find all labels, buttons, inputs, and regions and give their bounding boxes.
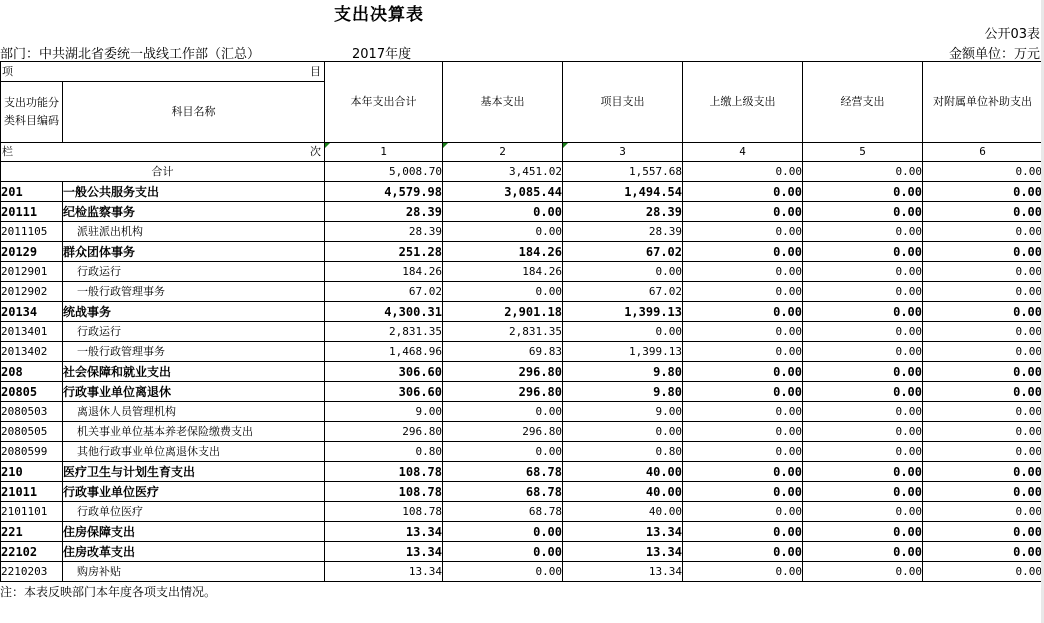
row-value-2: 69.83 [443, 342, 563, 362]
row-name: 离退休人员管理机构 [63, 402, 325, 422]
page-title: 支出决算表 [334, 5, 424, 25]
row-value-1: 28.39 [325, 222, 443, 242]
row-value-1: 251.28 [325, 242, 443, 262]
row-value-6: 0.00 [923, 402, 1043, 422]
table-row [1, 522, 1043, 542]
row-value-5: 0.00 [803, 302, 923, 322]
row-value-6: 0.00 [923, 242, 1043, 262]
row-name: 行政事业单位离退休 [63, 382, 325, 402]
row-name: 机关事业单位基本养老保险缴费支出 [63, 422, 325, 442]
row-value-6: 0.00 [923, 502, 1043, 522]
table-row [1, 262, 1043, 282]
header-xiang: 项 [2, 64, 13, 78]
row-value-1: 28.39 [325, 202, 443, 222]
row-value-3: 1,494.54 [563, 182, 683, 202]
table-row [1, 242, 1043, 262]
row-value-6: 0.00 [923, 322, 1043, 342]
row-value-1: 4,579.98 [325, 182, 443, 202]
header-lan: 栏 [2, 145, 13, 158]
row-code: 221 [1, 522, 63, 542]
row-value-2: 0.00 [443, 522, 563, 542]
row-name: 其他行政事业单位离退休支出 [63, 442, 325, 462]
table-row [1, 182, 1043, 202]
row-name: 群众团体事务 [63, 242, 325, 262]
green-marker [443, 143, 448, 148]
row-code: 21011 [1, 482, 63, 502]
row-value-1: 13.34 [325, 522, 443, 542]
row-value-4: 0.00 [683, 262, 803, 282]
total-label: 合计 [1, 162, 325, 182]
total-value-4: 0.00 [683, 162, 803, 182]
row-value-5: 0.00 [803, 322, 923, 342]
row-value-5: 0.00 [803, 382, 923, 402]
row-value-4: 0.00 [683, 422, 803, 442]
table-row [1, 402, 1043, 422]
row-code: 20111 [1, 202, 63, 222]
row-value-6: 0.00 [923, 442, 1043, 462]
header-code-label: 支出功能分类科目编码 [1, 82, 63, 143]
row-code: 2080503 [1, 402, 63, 422]
row-value-3: 40.00 [563, 462, 683, 482]
row-value-4: 0.00 [683, 362, 803, 382]
row-name: 统战事务 [63, 302, 325, 322]
footnote: 注：本表反映部门本年度各项支出情况。 [0, 585, 217, 599]
row-value-2: 0.00 [443, 442, 563, 462]
row-value-6: 0.00 [923, 202, 1043, 222]
col-number-5: 5 [803, 143, 923, 162]
row-code: 2013402 [1, 342, 63, 362]
col-number-2-text: 2 [499, 145, 506, 158]
row-value-6: 0.00 [923, 282, 1043, 302]
row-value-4: 0.00 [683, 182, 803, 202]
row-value-4: 0.00 [683, 382, 803, 402]
row-name: 一般行政管理事务 [63, 282, 325, 302]
row-value-5: 0.00 [803, 182, 923, 202]
row-value-5: 0.00 [803, 402, 923, 422]
row-name: 纪检监察事务 [63, 202, 325, 222]
header-col-subsidy: 对附属单位补助支出 [923, 62, 1043, 143]
row-name: 行政运行 [63, 262, 325, 282]
row-value-4: 0.00 [683, 542, 803, 562]
row-value-6: 0.00 [923, 562, 1043, 582]
total-value-3: 1,557.68 [563, 162, 683, 182]
row-value-2: 296.80 [443, 382, 563, 402]
row-value-4: 0.00 [683, 322, 803, 342]
row-name: 社会保障和就业支出 [63, 362, 325, 382]
row-value-6: 0.00 [923, 262, 1043, 282]
table-row [1, 362, 1043, 382]
row-value-5: 0.00 [803, 262, 923, 282]
row-value-4: 0.00 [683, 202, 803, 222]
row-value-3: 40.00 [563, 502, 683, 522]
table-row [1, 482, 1043, 502]
row-value-5: 0.00 [803, 502, 923, 522]
row-value-2: 0.00 [443, 222, 563, 242]
row-value-4: 0.00 [683, 462, 803, 482]
row-value-3: 13.34 [563, 542, 683, 562]
table-row [1, 422, 1043, 442]
header-col-upper: 上缴上级支出 [683, 62, 803, 143]
row-value-3: 9.80 [563, 382, 683, 402]
row-value-5: 0.00 [803, 222, 923, 242]
row-value-1: 13.34 [325, 542, 443, 562]
header-name-label: 科目名称 [63, 82, 325, 143]
row-value-2: 184.26 [443, 242, 563, 262]
row-value-2: 296.80 [443, 362, 563, 382]
row-value-6: 0.00 [923, 342, 1043, 362]
row-value-1: 4,300.31 [325, 302, 443, 322]
row-code: 20805 [1, 382, 63, 402]
row-value-6: 0.00 [923, 382, 1043, 402]
table-row [1, 282, 1043, 302]
green-marker [563, 143, 568, 148]
row-value-3: 0.00 [563, 262, 683, 282]
header-xiang-mu-cell [1, 62, 325, 82]
col-number-3-text: 3 [619, 145, 626, 158]
row-value-1: 108.78 [325, 482, 443, 502]
row-value-1: 184.26 [325, 262, 443, 282]
table-row [1, 542, 1043, 562]
row-value-3: 13.34 [563, 562, 683, 582]
total-value-5: 0.00 [803, 162, 923, 182]
department-label: 部门：中共湖北省委统一战线工作部（汇总） [0, 47, 261, 62]
row-value-1: 1,468.96 [325, 342, 443, 362]
row-value-1: 296.80 [325, 422, 443, 442]
row-value-6: 0.00 [923, 462, 1043, 482]
row-value-2: 184.26 [443, 262, 563, 282]
row-code: 2013401 [1, 322, 63, 342]
row-code: 208 [1, 362, 63, 382]
header-col-project: 项目支出 [563, 62, 683, 143]
row-code: 2210203 [1, 562, 63, 582]
form-id: 公开03表 [984, 27, 1040, 42]
total-row [1, 162, 1043, 182]
table-row [1, 302, 1043, 322]
row-value-3: 0.00 [563, 422, 683, 442]
row-code: 20129 [1, 242, 63, 262]
row-value-4: 0.00 [683, 482, 803, 502]
row-value-2: 0.00 [443, 542, 563, 562]
row-value-3: 0.80 [563, 442, 683, 462]
row-code: 2011105 [1, 222, 63, 242]
row-value-2: 68.78 [443, 462, 563, 482]
row-value-1: 306.60 [325, 382, 443, 402]
table-row [1, 462, 1043, 482]
row-value-5: 0.00 [803, 422, 923, 442]
row-value-2: 0.00 [443, 202, 563, 222]
row-value-4: 0.00 [683, 502, 803, 522]
row-code: 2080505 [1, 422, 63, 442]
row-value-5: 0.00 [803, 562, 923, 582]
row-value-3: 9.80 [563, 362, 683, 382]
row-value-5: 0.00 [803, 342, 923, 362]
green-marker [325, 143, 330, 148]
row-value-2: 0.00 [443, 562, 563, 582]
row-value-2: 68.78 [443, 502, 563, 522]
row-name: 一般公共服务支出 [63, 182, 325, 202]
table-row [1, 442, 1043, 462]
row-name: 行政单位医疗 [63, 502, 325, 522]
row-value-2: 296.80 [443, 422, 563, 442]
col-number-1-text: 1 [380, 145, 387, 158]
row-name: 行政事业单位医疗 [63, 482, 325, 502]
row-name: 住房保障支出 [63, 522, 325, 542]
row-code: 201 [1, 182, 63, 202]
row-value-1: 2,831.35 [325, 322, 443, 342]
unit-label: 金额单位：万元 [948, 47, 1040, 62]
row-name: 行政运行 [63, 322, 325, 342]
row-value-4: 0.00 [683, 302, 803, 322]
col-number-3 [563, 143, 683, 162]
row-value-5: 0.00 [803, 482, 923, 502]
row-value-4: 0.00 [683, 522, 803, 542]
row-code: 22102 [1, 542, 63, 562]
row-value-6: 0.00 [923, 422, 1043, 442]
row-value-1: 9.00 [325, 402, 443, 422]
row-name: 医疗卫生与计划生育支出 [63, 462, 325, 482]
row-value-1: 67.02 [325, 282, 443, 302]
row-value-5: 0.00 [803, 362, 923, 382]
table-row [1, 562, 1043, 582]
expenditure-table [0, 61, 1043, 582]
row-value-3: 9.00 [563, 402, 683, 422]
row-value-4: 0.00 [683, 402, 803, 422]
header-col-basic: 基本支出 [443, 62, 563, 143]
col-number-4: 4 [683, 143, 803, 162]
row-value-2: 2,901.18 [443, 302, 563, 322]
row-value-2: 0.00 [443, 402, 563, 422]
row-name: 派驻派出机构 [63, 222, 325, 242]
row-code: 20134 [1, 302, 63, 322]
col-number-1 [325, 143, 443, 162]
row-value-6: 0.00 [923, 222, 1043, 242]
header-col-total: 本年支出合计 [325, 62, 443, 143]
table-row [1, 322, 1043, 342]
row-code: 2012902 [1, 282, 63, 302]
table-row [1, 202, 1043, 222]
row-value-6: 0.00 [923, 302, 1043, 322]
row-value-3: 28.39 [563, 202, 683, 222]
row-value-4: 0.00 [683, 342, 803, 362]
row-name: 住房改革支出 [63, 542, 325, 562]
header-col-business: 经营支出 [803, 62, 923, 143]
header-row-numbers [1, 143, 1043, 162]
row-name: 一般行政管理事务 [63, 342, 325, 362]
row-value-3: 1,399.13 [563, 302, 683, 322]
row-value-3: 40.00 [563, 482, 683, 502]
row-value-4: 0.00 [683, 442, 803, 462]
row-value-1: 0.80 [325, 442, 443, 462]
row-value-6: 0.00 [923, 182, 1043, 202]
header-ci: 次 [310, 145, 321, 158]
row-name: 购房补贴 [63, 562, 325, 582]
row-value-5: 0.00 [803, 202, 923, 222]
row-value-2: 68.78 [443, 482, 563, 502]
row-code: 2012901 [1, 262, 63, 282]
row-value-6: 0.00 [923, 542, 1043, 562]
row-value-2: 0.00 [443, 282, 563, 302]
row-value-4: 0.00 [683, 242, 803, 262]
year-label: 2017年度 [352, 47, 412, 62]
total-value-2: 3,451.02 [443, 162, 563, 182]
row-value-4: 0.00 [683, 222, 803, 242]
row-value-3: 67.02 [563, 282, 683, 302]
table-row [1, 342, 1043, 362]
row-value-2: 2,831.35 [443, 322, 563, 342]
header-row-xiang [1, 62, 1043, 82]
row-value-1: 13.34 [325, 562, 443, 582]
row-value-2: 3,085.44 [443, 182, 563, 202]
total-value-6: 0.00 [923, 162, 1043, 182]
row-value-5: 0.00 [803, 542, 923, 562]
row-value-5: 0.00 [803, 522, 923, 542]
row-value-5: 0.00 [803, 462, 923, 482]
row-value-3: 67.02 [563, 242, 683, 262]
row-value-6: 0.00 [923, 362, 1043, 382]
row-value-4: 0.00 [683, 562, 803, 582]
row-value-5: 0.00 [803, 442, 923, 462]
row-value-1: 108.78 [325, 502, 443, 522]
row-code: 210 [1, 462, 63, 482]
row-value-3: 28.39 [563, 222, 683, 242]
table-row [1, 382, 1043, 402]
row-code: 2080599 [1, 442, 63, 462]
row-value-1: 306.60 [325, 362, 443, 382]
row-value-1: 108.78 [325, 462, 443, 482]
row-value-3: 1,399.13 [563, 342, 683, 362]
col-number-2 [443, 143, 563, 162]
col-number-6: 6 [923, 143, 1043, 162]
total-value-1: 5,008.70 [325, 162, 443, 182]
row-value-3: 0.00 [563, 322, 683, 342]
row-code: 2101101 [1, 502, 63, 522]
table-row [1, 222, 1043, 242]
row-value-6: 0.00 [923, 482, 1043, 502]
row-value-4: 0.00 [683, 282, 803, 302]
row-value-6: 0.00 [923, 522, 1043, 542]
row-value-3: 13.34 [563, 522, 683, 542]
row-value-5: 0.00 [803, 242, 923, 262]
table-row [1, 502, 1043, 522]
header-mu: 目 [310, 64, 321, 78]
header-lan-ci-cell [1, 143, 325, 162]
row-value-5: 0.00 [803, 282, 923, 302]
